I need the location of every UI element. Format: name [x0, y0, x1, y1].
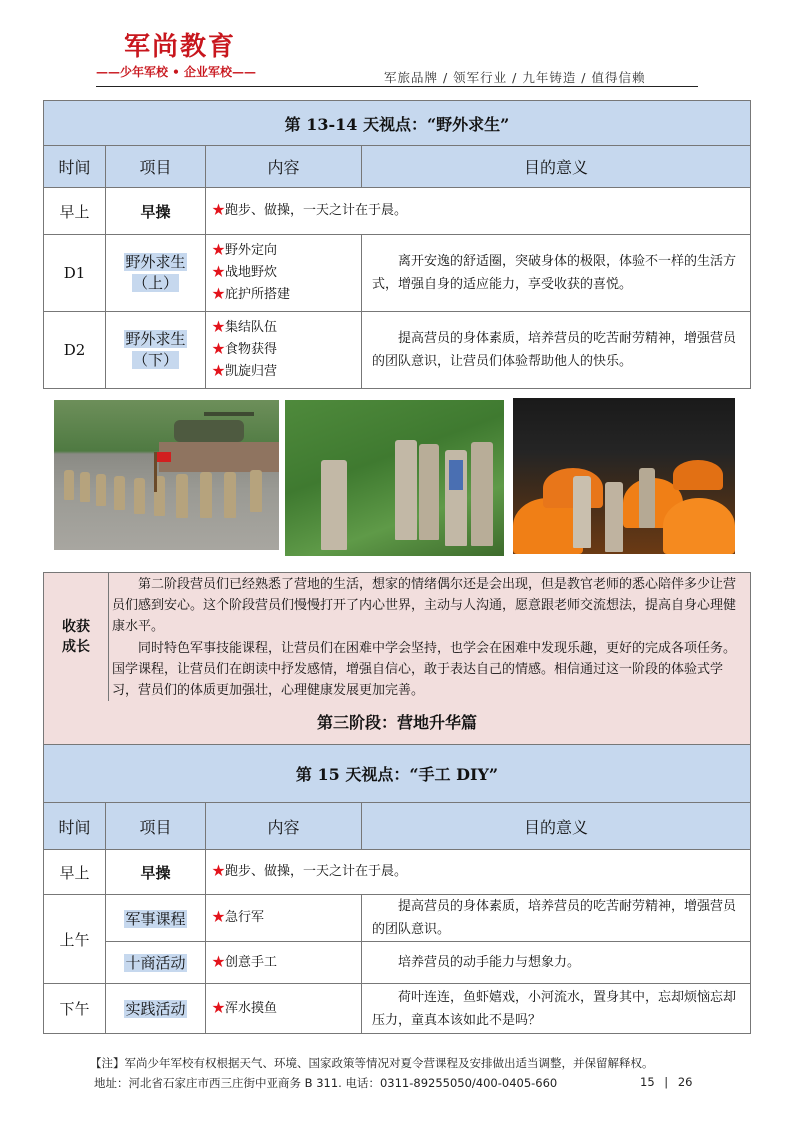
content-item: 浑水摸鱼 [225, 1000, 278, 1016]
star-icon: ★ [212, 1000, 226, 1016]
content-cell [206, 850, 751, 895]
soldier-figure [395, 440, 417, 540]
content-item: 创意手工 [225, 954, 278, 970]
column-header-content: 内容 [206, 803, 362, 850]
content-item: 战地野炊 [225, 265, 278, 280]
header-slogan: 军旅品牌 / 领军行业 / 九年铸造 / 值得信赖 [384, 70, 646, 85]
growth-paragraph: 同时特色军事技能课程，让营员们在困难中学会坚持，也学会在困难中发现乐趣，更好的完成各项任务。国学课程，让营员们在朗读中抒发感情，增强自信心，敢于表达自己的情感。相信通过这一阶段的体验式学习，营员们的体质更加强壮，心理健康发展更加完善。 [112, 640, 737, 699]
growth-label-line: 收获 [62, 619, 90, 635]
table-row [44, 984, 751, 1034]
time-cell: D1 [44, 235, 106, 312]
star-icon: ★ [212, 864, 226, 879]
star-icon: ★ [212, 320, 226, 335]
table-row [44, 188, 751, 235]
table-banner: 第 13-14 天视点：“野外求生” [44, 101, 751, 146]
growth-label [44, 573, 109, 701]
content-cell [206, 312, 362, 389]
star-icon: ★ [212, 342, 226, 357]
purpose-cell: 荷叶连连，鱼虾嬉戏，小河流水，置身其中，忘却烦恼忘却压力，童真本该如此不是吗？ [362, 984, 751, 1034]
project-cell [106, 895, 206, 942]
star-icon: ★ [212, 954, 226, 970]
project-cell [106, 312, 206, 389]
soldier-figure [639, 468, 655, 528]
project-cell: 早操 [106, 850, 206, 895]
column-header-time: 时间 [44, 803, 106, 850]
star-icon: ★ [212, 243, 226, 258]
stage-title: 第三阶段：营地升华篇 [43, 701, 751, 745]
content-item: 跑步、做操，一天之计在于晨。 [225, 203, 408, 218]
table-banner: 第 15 天视点：“手工 DIY” [44, 745, 751, 803]
content-item: 庇护所搭建 [225, 287, 291, 302]
project-part: （上） [132, 274, 178, 292]
star-icon: ★ [212, 364, 226, 379]
project-cell [106, 235, 206, 312]
project-part: （下） [132, 351, 178, 369]
project-name: 实践活动 [125, 1000, 186, 1018]
tank-barrel [204, 412, 254, 416]
star-icon: ★ [212, 203, 226, 218]
soldier-figure [573, 476, 591, 548]
project-cell: 早操 [106, 188, 206, 235]
tent-shape [673, 460, 723, 490]
footer-address: 地址：河北省石家庄市西三庄街中亚商务 B 311. 电话：0311-89255050/400-0405-660 [94, 1076, 558, 1090]
purpose-cell: 提高营员的身体素质，培养营员的吃苦耐劳精神，增强营员的团队意识，让营员们体验帮助他人的快乐。 [362, 312, 751, 389]
tank-pedestal [159, 442, 279, 472]
schedule-table-day15 [43, 744, 751, 1034]
soldier-figure [419, 444, 439, 540]
time-cell: 下午 [44, 984, 106, 1034]
soldier-figure [471, 442, 493, 546]
content-item: 食物获得 [225, 342, 278, 357]
time-cell: 上午 [44, 895, 106, 984]
footer-note: 【注】军尚少年军校有权根据天气、环境、国家政策等情况对夏令营课程及安排做出适当调整，并保留解释权。 [90, 1056, 654, 1070]
photo-night-tents [513, 398, 735, 554]
project-cell [106, 942, 206, 984]
content-item: 跑步、做操，一天之计在于晨。 [225, 864, 408, 879]
content-cell [206, 188, 751, 235]
column-header-content: 内容 [206, 146, 362, 188]
page-current: 15 [640, 1075, 655, 1089]
growth-paragraph: 第二阶段营员们已经熟悉了营地的生活，想家的情绪偶尔还是会出现，但是教官老师的悉心陪伴多少让营员们感到安心。这个阶段营员们慢慢打开了内心世界，主动与人沟通，愿意跟老师交流想法，提高自身心理健康水平。 [112, 577, 737, 635]
tent-shape [663, 498, 735, 554]
page-number [640, 1075, 692, 1089]
tank-shape [174, 420, 244, 442]
photo-field-rescue [285, 400, 504, 556]
content-item: 集结队伍 [225, 320, 278, 335]
table-row [44, 850, 751, 895]
brand-tagline: ——少年军校 • 企业军校—— [96, 65, 257, 79]
brand-logo-text: 军尚教育 [124, 32, 237, 62]
content-item: 急行军 [225, 910, 265, 925]
table-row [44, 235, 751, 312]
growth-text [112, 574, 746, 701]
column-header-time: 时间 [44, 146, 106, 188]
content-cell [206, 895, 362, 942]
soldier-figure [64, 470, 74, 500]
content-item: 野外定向 [225, 243, 278, 258]
page-total: 26 [677, 1075, 693, 1089]
soldier-figure [134, 478, 145, 514]
soldier-figure [96, 474, 106, 506]
growth-section [43, 572, 751, 702]
content-cell [206, 984, 362, 1034]
content-item: 凯旋归营 [225, 364, 278, 379]
time-cell: D2 [44, 312, 106, 389]
table-row [44, 312, 751, 389]
column-header-purpose: 目的意义 [362, 803, 751, 850]
column-header-purpose: 目的意义 [362, 146, 751, 188]
content-cell [206, 235, 362, 312]
photo-troops-with-tank [54, 400, 279, 550]
soldier-figure [224, 472, 236, 518]
growth-label-line: 成长 [62, 639, 90, 655]
table-row [44, 895, 751, 942]
soldier-figure [605, 482, 623, 552]
header-divider [96, 86, 698, 87]
column-header-project: 项目 [106, 803, 206, 850]
table-row [44, 942, 751, 984]
project-name: 野外求生 [125, 330, 186, 348]
column-header-project: 项目 [106, 146, 206, 188]
star-icon: ★ [212, 265, 226, 280]
content-cell [206, 942, 362, 984]
soldier-figure [321, 460, 347, 550]
time-cell: 早上 [44, 188, 106, 235]
soldier-figure [114, 476, 125, 510]
soldier-figure [200, 472, 212, 518]
purpose-cell: 离开安逸的舒适圈，突破身体的极限，体验不一样的生活方式，增强自身的适应能力，享受收获的喜悦。 [362, 235, 751, 312]
purpose-cell: 培养营员的动手能力与想象力。 [362, 942, 751, 984]
soldier-figure [250, 470, 262, 512]
soldier-figure [176, 474, 188, 518]
star-icon: ★ [212, 910, 226, 925]
red-flag [157, 452, 171, 462]
time-cell: 早上 [44, 850, 106, 895]
soldier-figure [80, 472, 90, 502]
page-separator: | [664, 1075, 669, 1089]
schedule-table-day13-14 [43, 100, 751, 389]
project-name: 十商活动 [125, 954, 186, 972]
project-cell [106, 984, 206, 1034]
star-icon: ★ [212, 287, 226, 302]
blue-shirt [449, 460, 463, 490]
purpose-cell: 提高营员的身体素质，培养营员的吃苦耐劳精神，增强营员的团队意识。 [362, 895, 751, 942]
project-name: 军事课程 [125, 909, 186, 928]
project-name: 野外求生 [125, 253, 186, 271]
